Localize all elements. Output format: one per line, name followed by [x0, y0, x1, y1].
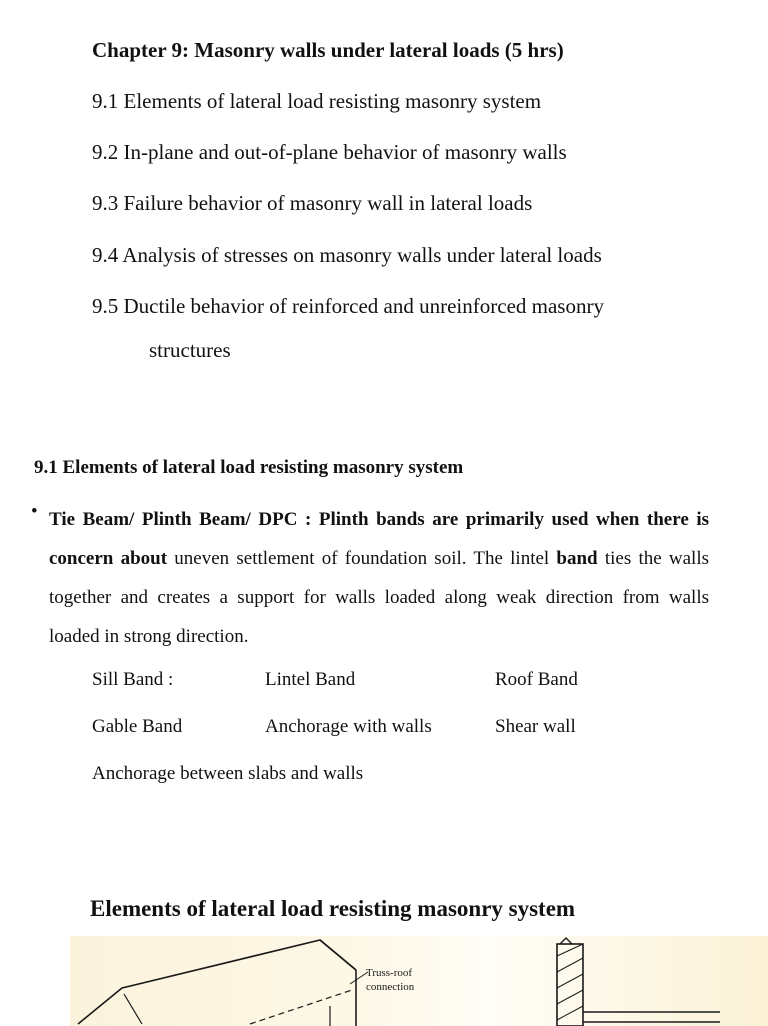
- wall-section: [557, 944, 583, 1026]
- roof-eave: [124, 994, 142, 1024]
- toc-item-9-1: 9.1 Elements of lateral load resisting masonry system: [92, 89, 542, 113]
- band-anchorage-walls: Anchorage with walls: [265, 716, 432, 737]
- band-anchorage-slabs: Anchorage between slabs and walls: [92, 763, 364, 784]
- toc-item-9-2: 9.2 In-plane and out-of-plane behavior of masonry walls: [92, 140, 567, 164]
- truss-roof-band: [250, 990, 352, 1024]
- chapter-title: Chapter 9: Masonry walls under lateral loads (5 hrs): [92, 38, 564, 62]
- connection-label: connection: [366, 981, 415, 993]
- bullet-text-2: ties the walls together and creates a support for walls loaded along weak direction from walls loaded in strong direction.: [49, 548, 710, 647]
- band-gable: Gable Band: [92, 716, 183, 737]
- bullet-paragraph: [49, 500, 709, 656]
- figure-title: Elements of lateral load resisting masonry system: [90, 896, 576, 921]
- section-heading: 9.1 Elements of lateral load resisting masonry system: [34, 457, 464, 478]
- bullet-text-1: uneven settlement of foundation soil. The lintel: [167, 548, 557, 569]
- wall-top-cap: [560, 938, 572, 944]
- toc-item-9-4: 9.4 Analysis of stresses on masonry walls under lateral loads: [92, 243, 602, 267]
- band-sill: Sill Band :: [92, 669, 174, 690]
- bullet-bold-band: band: [556, 548, 598, 569]
- bullet-bold-lead: Tie Beam/ Plinth Beam/ DPC : Plinth bands are primarily used when there is concern about: [49, 509, 709, 569]
- roof-outline: [78, 940, 356, 1024]
- roof-ridge-right: [320, 940, 356, 970]
- truss-roof-label: Truss-roof: [366, 967, 413, 979]
- band-roof: Roof Band: [495, 669, 578, 690]
- band-shear-wall: Shear wall: [495, 716, 576, 737]
- bullet-dot: •: [31, 501, 38, 522]
- toc-item-9-5: 9.5 Ductile behavior of reinforced and unreinforced masonry: [92, 294, 604, 318]
- toc-item-9-5-continuation: structures: [149, 338, 231, 362]
- masonry-figure-sketch: [0, 936, 768, 1026]
- band-lintel: Lintel Band: [265, 669, 356, 690]
- toc-item-9-3: 9.3 Failure behavior of masonry wall in lateral loads: [92, 191, 533, 215]
